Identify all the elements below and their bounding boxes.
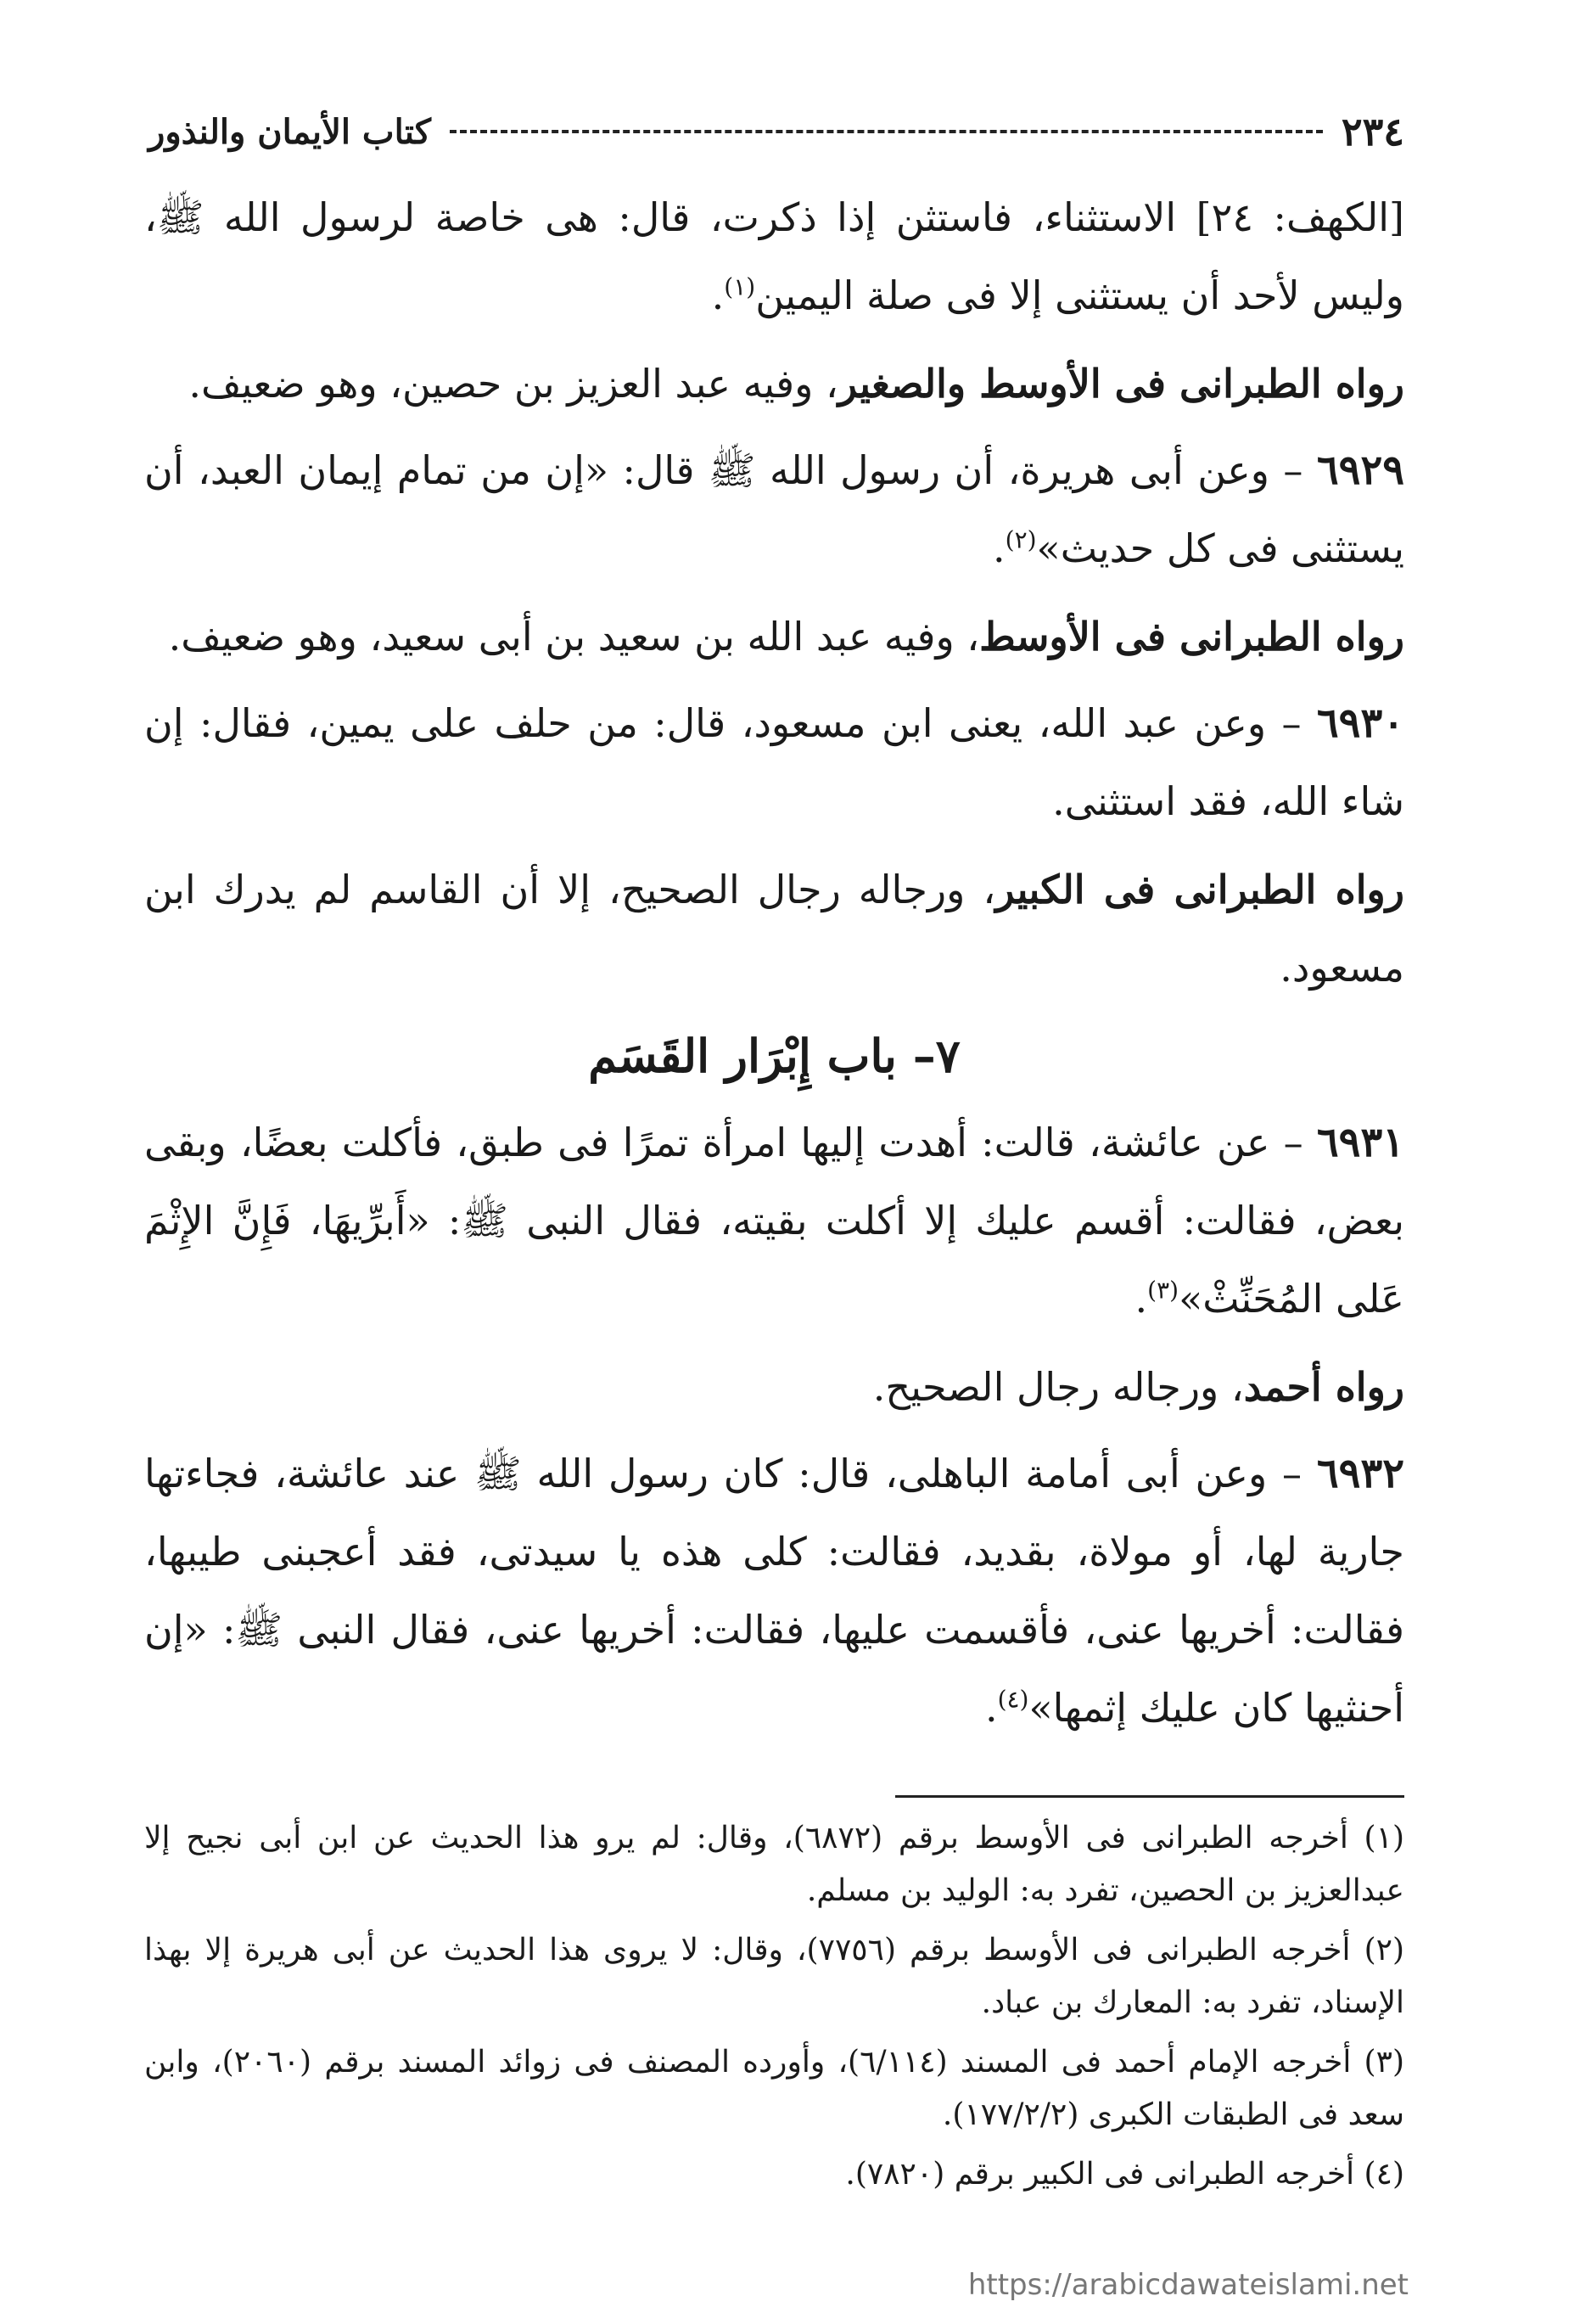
header-divider [450,130,1323,133]
source-text: ، وفيه عبد الله بن سعيد بن أبى سعيد، وهو ضعيف. [168,614,980,660]
source-text: ، وفيه عبد العزيز بن حصين، وهو ضعيف. [188,361,838,407]
hadith-number: ٦٩٣٢ [1316,1450,1404,1497]
paragraph-end: . [1134,1276,1148,1322]
paragraph-end: . [993,525,1006,571]
footnotes [144,1812,1404,2208]
source-name: رواه الطبرانى فى الأوسط والصغير [838,361,1404,407]
hadith-6929 [144,431,1404,587]
source-text: ، ورجاله رجال الصحيح. [872,1364,1244,1410]
hadith-6931 [144,1103,1404,1338]
paragraph-text: [الكهف: ٢٤] الاستثناء، فاستثن إذا ذكرت، قال: هى خاصة لرسول الله ﷺ، وليس لأحد أن يستثنى إلا فى صلة اليمين [144,194,1404,318]
page-header [148,102,1404,161]
hadith-6930 [144,684,1404,840]
hadith-number: ٦٩٢٩ [1316,446,1404,494]
footnote-divider [895,1795,1404,1798]
footnote-ref[interactable]: (١) [724,272,756,301]
source-note [144,598,1404,676]
footnote-1: (١) أخرجه الطبرانى فى الأوسط برقم (٦٨٧٢)، وقال: لم يرو هذا الحديث عن ابن أبى نجيح إلا عبدالعزيز بن الحصين، تفرد به: الوليد بن مسلم. [144,1821,1404,1908]
footnote-ref[interactable]: (٢) [1005,525,1037,554]
footnote-ref[interactable]: (٤) [997,1685,1029,1714]
hadith-text: – وعن أبى أمامة الباهلى، قال: كان رسول الله ﷺ عند عائشة، فجاءتها جارية لها، أو مولاة، بقديد، فقالت: كلى هذه يا سيدتى، فقد أعجبنى طيبها، فقالت: أخريها عنى، فأقسمت عليها، فقالت: أخريها عنى، فقال النبى ﷺ: «إن أحنثيها كان عليك إثمها» [144,1451,1404,1731]
hadith-text: – عن عائشة، قالت: أهدت إليها امرأة تمرًا فى طبق، فأكلت بعضًا، وبقى بعض، فقالت: أقسم عليك إلا أكلت بقيته، فقال النبى ﷺ: «أَبرِّيهَا، فَإِنَّ الإِثْمَ عَلى المُحَنِّثْ» [144,1120,1404,1322]
footnote-ref[interactable]: (٣) [1147,1276,1179,1305]
main-text [144,178,1404,1757]
watermark-url: https://arabicdawateislami.net [967,2268,1409,2302]
hadith-6932 [144,1434,1404,1747]
hadith-number: ٦٩٣١ [1316,1119,1404,1166]
source-text: ، ورجاله رجال الصحيح، إلا أن القاسم لم يدرك ابن مسعود. [144,867,1404,991]
hadith-number: ٦٩٣٠ [1316,699,1404,747]
footnote-2: (٢) أخرجه الطبرانى فى الأوسط برقم (٧٧٥٦)، وقال: لا يروى هذا الحديث عن أبى هريرة إلا بهذا الإسناد، تفرد به: المعارك بن عباد. [144,1933,1405,2020]
source-note [144,1348,1404,1426]
paragraph-continuation [144,178,1404,334]
chapter-heading: ٧– باب إِبْرَار القَسَم [588,1029,961,1083]
source-note [144,345,1404,423]
paragraph-end: . [711,272,725,318]
source-name: رواه الطبرانى فى الكبير [995,867,1404,912]
footnote-4: (٤) أخرجه الطبرانى فى الكبير برقم (٧٨٢٠). [845,2157,1404,2192]
source-name: رواه الطبرانى فى الأوسط [979,614,1404,660]
footnote-3: (٣) أخرجه الإمام أحمد فى المسند (٦/١١٤)، وأورده المصنف فى زوائد المسند برقم (٢٠٦٠)، وابن سعد فى الطبقات الكبرى (١٧٧/٢/٢). [144,2045,1404,2132]
hadith-text: – وعن أبى هريرة، أن رسول الله ﷺ قال: «إن من تمام إيمان العبد، أن يستثنى فى كل حديث» [144,447,1404,571]
book-title: كتاب الأيمان والنذور [148,111,431,152]
paragraph-end: . [984,1685,998,1731]
page-number: ٢٣٤ [1341,109,1404,154]
source-note [144,850,1404,1007]
source-name: رواه أحمد [1243,1364,1404,1410]
hadith-text: – وعن عبد الله، يعنى ابن مسعود، قال: من حلف على يمين، فقال: إن شاء الله، فقد استثنى. [144,700,1404,824]
